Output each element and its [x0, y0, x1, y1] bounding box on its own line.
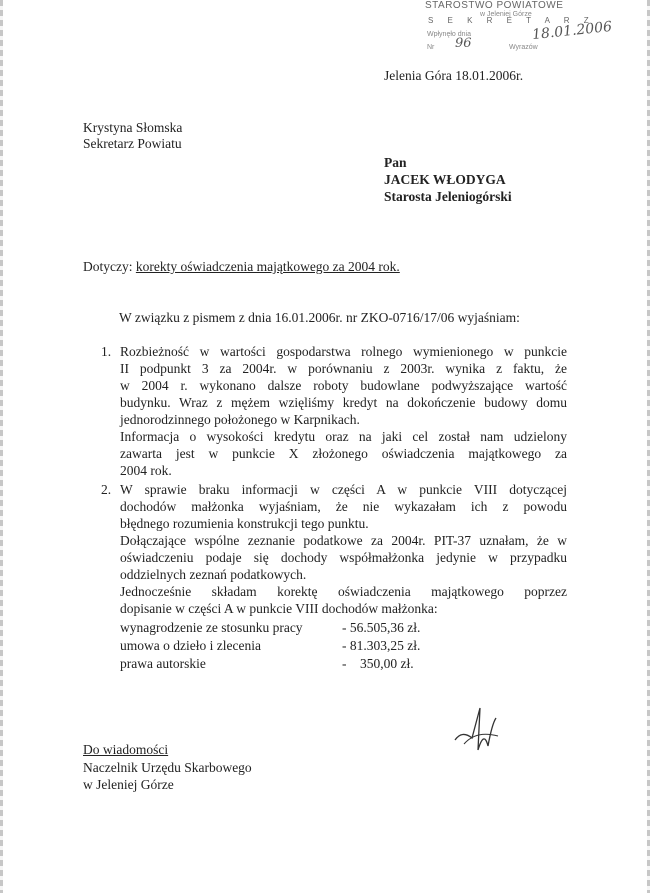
item1-number: 1.: [101, 344, 112, 359]
subject-label: Dotyczy:: [83, 259, 136, 274]
item1-line: 2004 rok.: [120, 463, 172, 478]
stamp-number-label: Nr: [427, 44, 435, 51]
stamp-dept: S E K R E T A R Z: [428, 16, 595, 25]
income-amount: - 56.505,36 zł.: [342, 620, 421, 635]
scan-left-edge: [0, 0, 3, 893]
stamp-received-date: 18.01.2006: [531, 18, 613, 44]
item1-line: Rozbieżność w wartości gospodarstwa rolnego wymienionego w punkcie: [120, 344, 567, 359]
item1-line: II podpunkt 3 za 2004r. w porównaniu z 2003r. wynika z faktu, że: [120, 361, 567, 376]
item2-line: Jednocześnie składam korektę oświadczenia majątkowego poprzez: [120, 584, 567, 599]
item1-line: zawarta jest w punkcie X złożonego oświadczenia majątkowego za: [120, 446, 567, 461]
recipient-salutation: Pan: [384, 155, 407, 170]
intro-paragraph: W związku z pismem z dnia 16.01.2006r. nr ZKO-0716/17/06 wyjaśniam:: [119, 310, 520, 325]
item1-line: budynku. Wraz z mężem wzięliśmy kredyt na dokończenie budowy domu: [120, 395, 567, 410]
handwritten-signature: [452, 700, 502, 760]
income-amount: - 350,00 zł.: [342, 656, 414, 671]
cc-line1: Naczelnik Urzędu Skarbowego: [83, 760, 252, 775]
place-date: Jelenia Góra 18.01.2006r.: [384, 68, 524, 83]
stamp-city: w Jeleniej Górze: [480, 11, 532, 18]
item2-line: błędnego rozumienia konstrukcji tego punktu.: [120, 516, 369, 531]
income-label: wynagrodzenie ze stosunku pracy: [120, 620, 303, 635]
recipient-title: Starosta Jeleniogórski: [384, 189, 512, 204]
sender-title: Sekretarz Powiatu: [83, 136, 182, 151]
item1-line: jednorodzinnego położonego w Karpnikach.: [120, 412, 360, 427]
registry-stamp: [425, 0, 613, 60]
stamp-number-value: 96: [455, 36, 472, 51]
income-label: prawa autorskie: [120, 656, 206, 671]
item1-line: Informacja o wysokości kredytu oraz na jaki cel został nam udzielony: [120, 429, 567, 444]
cc-line2: w Jeleniej Górze: [83, 777, 174, 792]
income-label: umowa o dzieło i zlecenia: [120, 638, 261, 653]
item2-line: Dołączające wspólne zeznanie podatkowe za 2004r. PIT-37 uznałam, że w: [120, 533, 567, 548]
income-amount: - 81.303,25 zł.: [342, 638, 421, 653]
item2-line: dopisanie w części A w punkcie VIII dochodów małżonka:: [120, 601, 438, 616]
recipient-name: JACEK WŁODYGA: [384, 172, 506, 187]
stamp-office: STAROSTWO POWIATOWE: [425, 0, 564, 11]
item2-line: oświadczeniu podaje się dochody współmałżonka jedynie w przypadku: [120, 550, 567, 565]
stamp-attachments-label: Wyrazów: [509, 44, 538, 51]
stamp-received-label: Wpłynęło dnia: [427, 31, 471, 38]
item1-line: w 2004 r. wykonano dalsze roboty budowlane podwyższające wartość: [120, 378, 567, 393]
item2-line: dochodów małżonka wyjaśniam, że nie wykazałam ich z powodu: [120, 499, 567, 514]
subject-line: [83, 259, 400, 275]
item2-line: W sprawie braku informacji w części A w punkcie VIII dotyczącej: [120, 482, 567, 497]
item2-line: oddzielnych zeznań podatkowych.: [120, 567, 307, 582]
item2-number: 2.: [101, 482, 112, 497]
sender-name: Krystyna Słomska: [83, 120, 183, 135]
subject-text: korekty oświadczenia majątkowego za 2004 rok.: [135, 259, 400, 274]
cc-heading: Do wiadomości: [83, 742, 169, 757]
